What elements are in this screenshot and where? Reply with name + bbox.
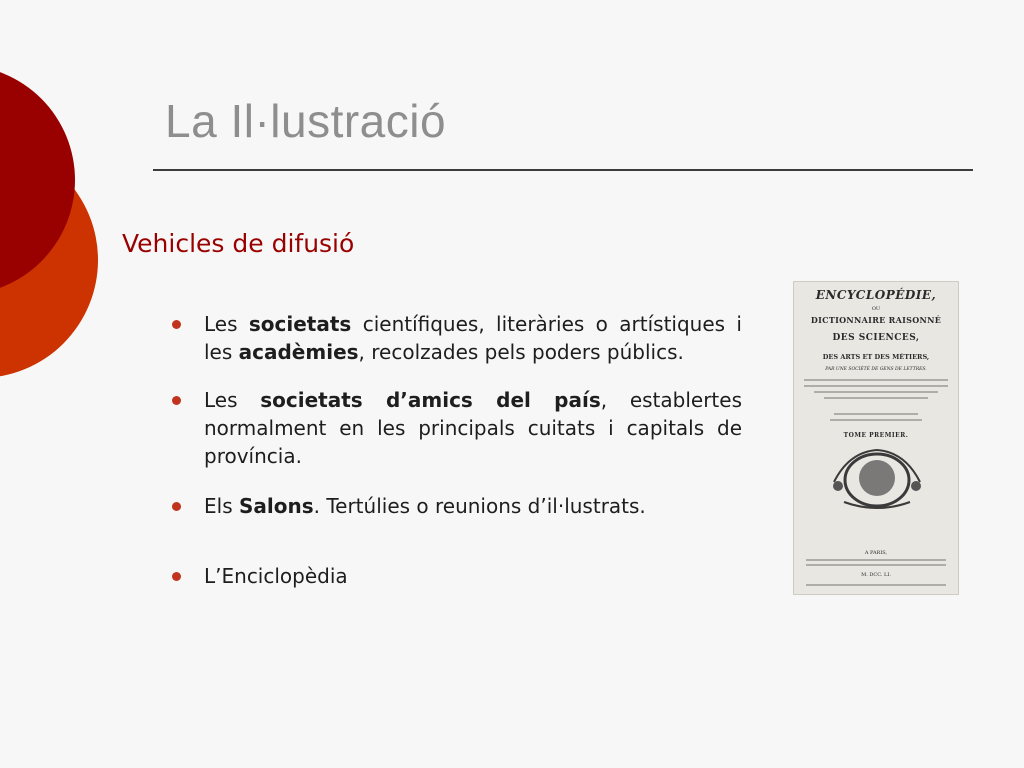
bullet-item: L’Enciclopèdia xyxy=(172,562,742,590)
book-fine-print xyxy=(806,584,946,586)
book-title-line: DICTIONNAIRE RAISONNÉ xyxy=(810,315,942,325)
bullet-item: Els Salons. Tertúlies o reunions d’il·lustrats. xyxy=(172,492,742,520)
book-ornament-icon xyxy=(824,442,930,514)
book-title-line: TOME PREMIER. xyxy=(843,432,909,439)
book-fine-print xyxy=(814,391,938,393)
book-fine-print xyxy=(804,385,948,387)
book-title-line: PAR UNE SOCIÉTÉ DE GENS DE LETTRES. xyxy=(825,367,927,372)
bullet-item: Les societats científiques, literàries o artístiques i les acadèmies, recolzades pels poders públics. xyxy=(172,310,742,366)
bullet-list xyxy=(172,310,742,590)
book-title-line: DES ARTS ET DES MÉTIERS, xyxy=(822,353,930,361)
slide-title: La Il·lustració xyxy=(165,95,447,147)
decorative-circles xyxy=(0,0,140,420)
book-fine-print xyxy=(830,419,922,421)
encyclopedie-title-page-image xyxy=(793,281,959,595)
book-fine-print xyxy=(834,413,918,415)
book-fine-print xyxy=(824,397,928,399)
book-fine-print xyxy=(804,379,948,381)
bullet-dot-icon xyxy=(172,320,181,329)
book-fine-print xyxy=(806,559,946,561)
bullet-dot-icon xyxy=(172,502,181,511)
bullet-dot-icon xyxy=(172,572,181,581)
title-underline xyxy=(153,169,973,171)
book-fine-print xyxy=(806,564,946,566)
book-title-line: M. DCC. LI. xyxy=(861,572,891,578)
book-title-line: OU xyxy=(871,306,881,312)
slide-subtitle: Vehicles de difusió xyxy=(122,229,355,258)
book-title-line: ENCYCLOPÉDIE, xyxy=(815,288,937,302)
bullet-item: Les societats d’amics del país, establertes normalment en les principals cuitats i capitals de província. xyxy=(172,386,742,470)
book-title-line: A PARIS, xyxy=(864,550,888,556)
bullet-dot-icon xyxy=(172,396,181,405)
book-title-line: DES SCIENCES, xyxy=(832,333,920,343)
